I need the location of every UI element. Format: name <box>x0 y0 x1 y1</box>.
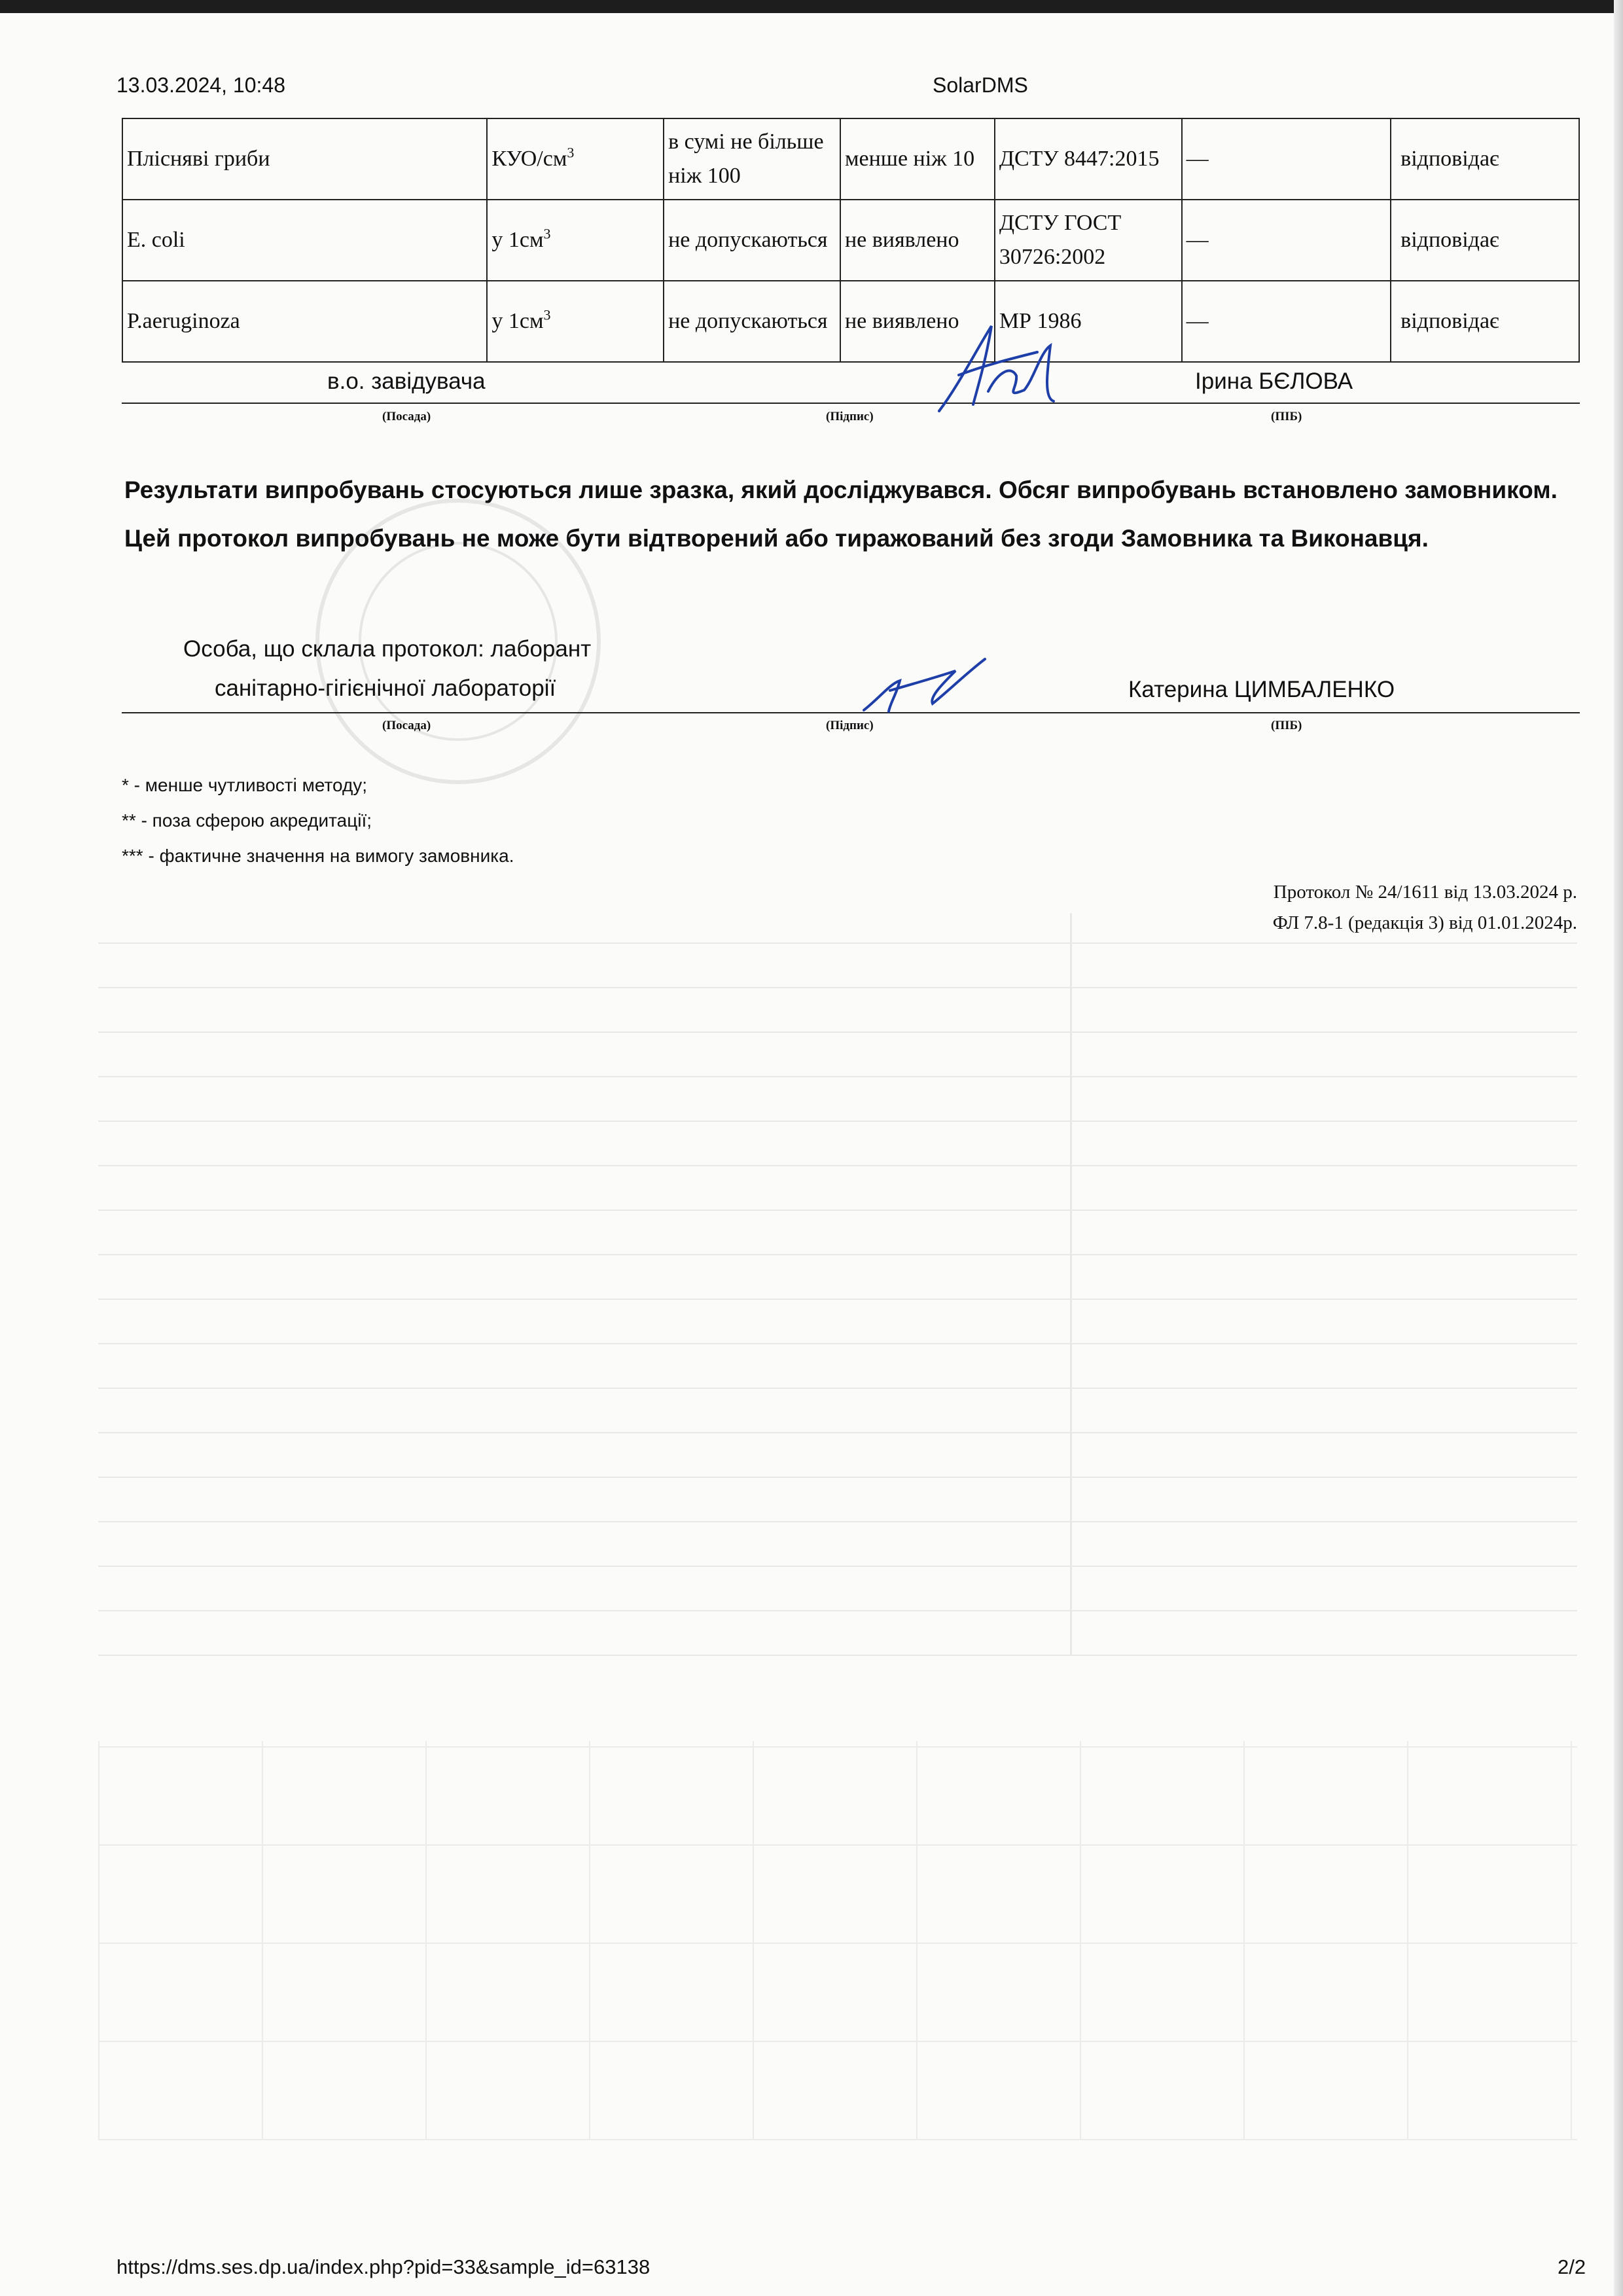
result: менше ніж 10 <box>840 118 995 200</box>
footnote-3: *** - фактичне значення на вимогу замовника. <box>122 846 514 866</box>
indicator-name: Плісняві гриби <box>122 118 487 200</box>
norm: не допускаються <box>664 200 840 281</box>
signature-line-1 <box>122 403 1580 404</box>
norm: не допускаються <box>664 281 840 362</box>
norm: в сумі не більше ніж 100 <box>664 118 840 200</box>
app-name: SolarDMS <box>933 73 1028 97</box>
method: ДСТУ 8447:2015 <box>995 118 1182 200</box>
method: МР 1986 <box>995 281 1182 362</box>
form-revision: ФЛ 7.8-1 (редакція 3) від 01.01.2024р. <box>1272 912 1577 933</box>
footnote-1: * - менше чутливості методу; <box>122 775 368 795</box>
signatory-2-name: Катерина ЦИМБАЛЕНКО <box>1128 677 1395 702</box>
indicator-name: E. coli <box>122 200 487 281</box>
indicator-name: P.aeruginoza <box>122 281 487 362</box>
handwritten-signature-2 <box>851 651 1001 723</box>
scan-edge-right <box>1614 0 1623 2296</box>
uncertainty: — <box>1182 118 1391 200</box>
signatory-2-position-line1: Особа, що склала протокол: лаборант <box>183 636 592 662</box>
handwritten-signature-1 <box>913 313 1070 424</box>
signatory-1-name: Ірина БЄЛОВА <box>1195 368 1353 394</box>
page-number: 2/2 <box>1558 2255 1586 2278</box>
footer-url: https://dms.ses.dp.ua/index.php?pid=33&sample_id=63138 <box>116 2255 651 2278</box>
caption-position-2: (Посада) <box>382 719 431 732</box>
bleed-through-table-2 <box>98 1741 1577 2140</box>
signatory-1-position: в.о. завідувача <box>327 368 486 394</box>
unit: у $1см^3$ <box>487 200 664 281</box>
caption-signature-2: (Підпис) <box>826 719 874 732</box>
caption-signature-1: (Підпис) <box>826 410 874 423</box>
caption-position-1: (Посада) <box>382 410 431 423</box>
table-row <box>122 118 1579 200</box>
protocol-number: Протокол № 24/1611 від 13.03.2024 р. <box>1273 882 1577 903</box>
conclusion: відповідає <box>1391 281 1579 362</box>
method: ДСТУ ГОСТ 30726:2002 <box>995 200 1182 281</box>
bleed-through-table <box>98 913 1577 1656</box>
caption-name-1: (ПІБ) <box>1271 410 1302 423</box>
uncertainty: — <box>1182 281 1391 362</box>
result: не виявлено <box>840 200 995 281</box>
disclaimer-text: Результати випробувань стосуються лише зразка, який досліджувався. Обсяг випробувань встановлено замовником. Цей протокол випробувань не може бути відтворений або тиражований без згоди Замовника та Виконавця. <box>124 476 1558 552</box>
unit: КУО/$см^3$ <box>487 118 664 200</box>
scan-edge-top <box>0 0 1623 13</box>
table-row <box>122 281 1579 362</box>
conclusion: відповідає <box>1391 118 1579 200</box>
footnote-2: ** - поза сферою акредитації; <box>122 810 372 831</box>
result: не виявлено <box>840 281 995 362</box>
print-datetime: 13.03.2024, 10:48 <box>116 73 286 97</box>
unit: у $1см^3$ <box>487 281 664 362</box>
conclusion: відповідає <box>1391 200 1579 281</box>
table-row <box>122 200 1579 281</box>
caption-name-2: (ПІБ) <box>1271 719 1302 732</box>
signatory-2-position-line2: санітарно-гігієнічної лабораторії <box>215 675 556 701</box>
uncertainty: — <box>1182 200 1391 281</box>
results-table <box>122 118 1580 363</box>
